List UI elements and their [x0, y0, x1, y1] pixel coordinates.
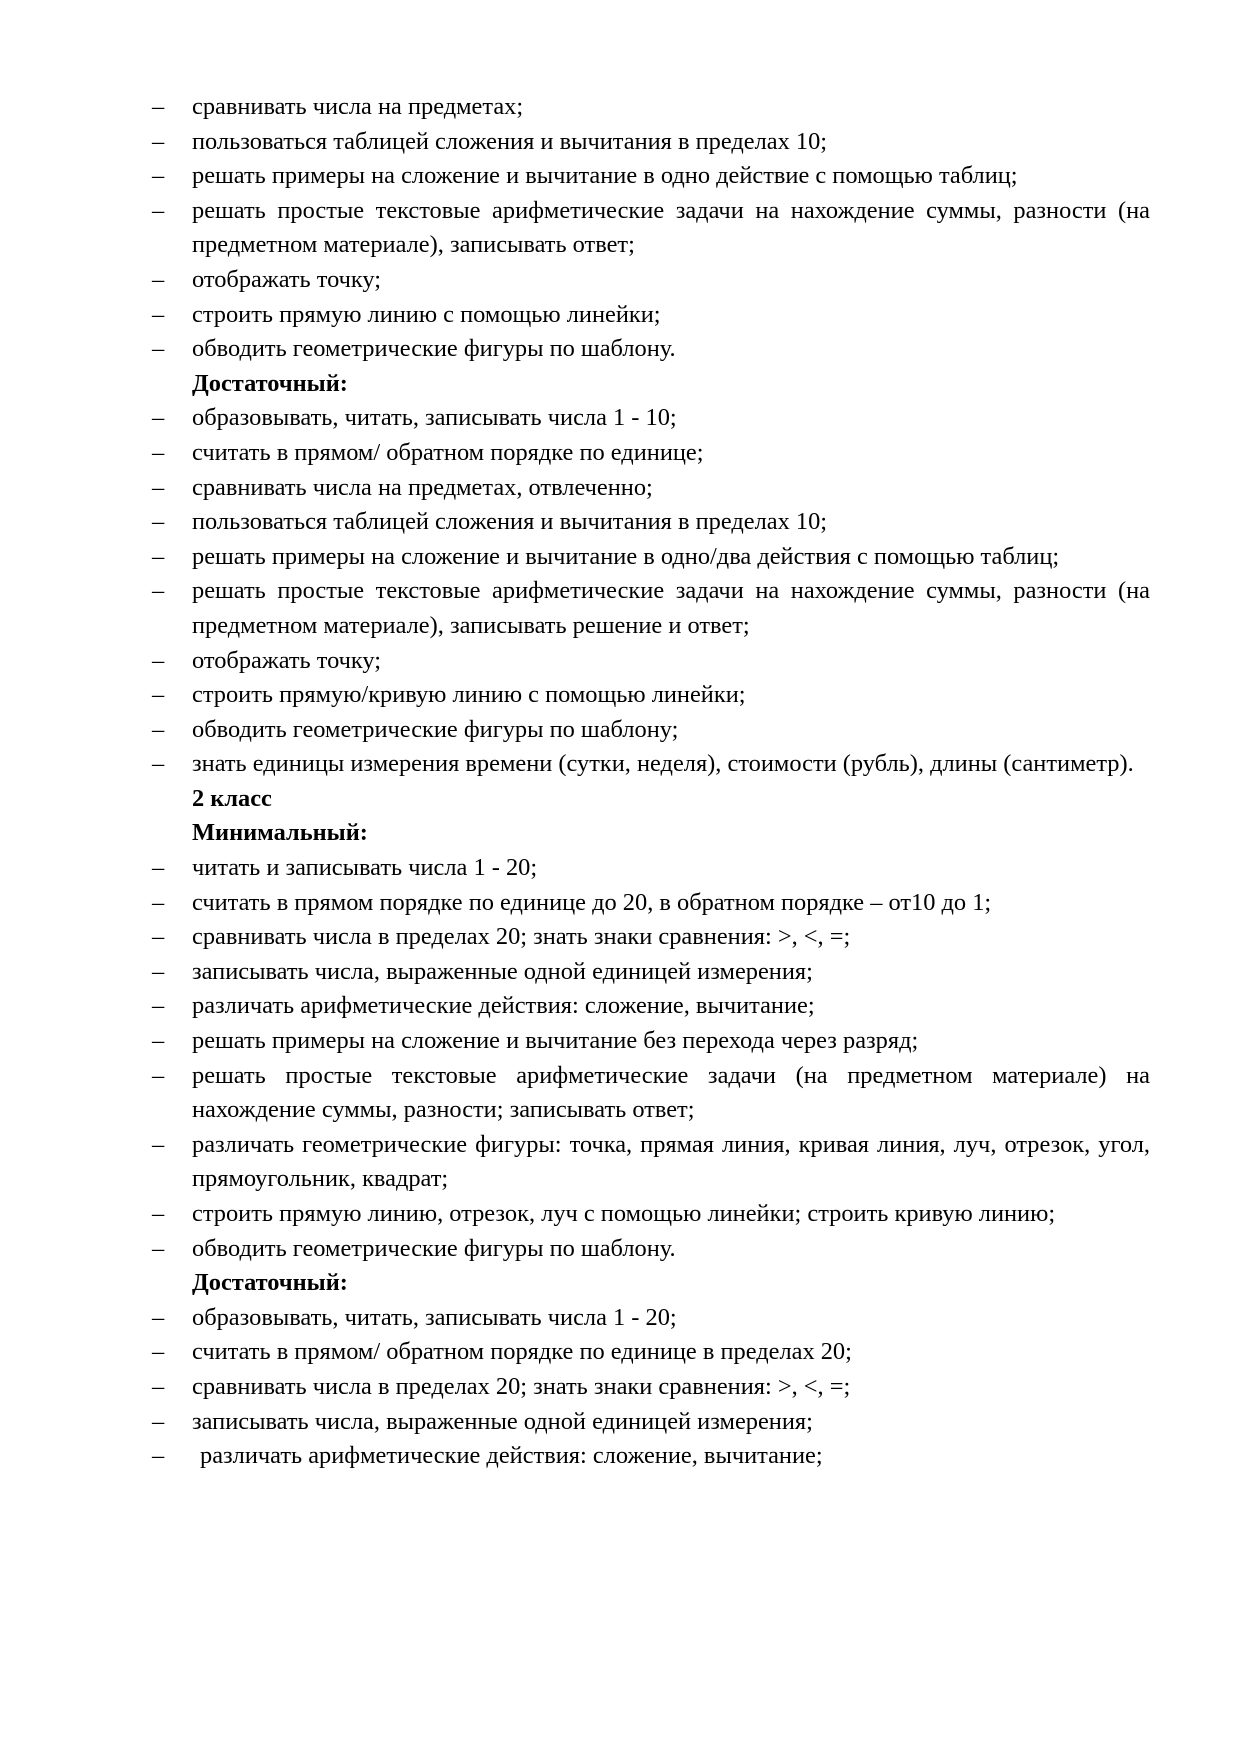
list-item: – считать в прямом/ обратном порядке по единице в пределах 20;	[150, 1335, 1150, 1370]
grade1-sufficient-list	[150, 401, 1150, 782]
list-item: – сравнивать числа в пределах 20; знать знаки сравнения: >, <, =;	[150, 920, 1150, 955]
list-item: – считать в прямом/ обратном порядке по единице;	[150, 436, 1150, 471]
list-item: – пользоваться таблицей сложения и вычитания в пределах 10;	[150, 125, 1150, 160]
list-item: – отображать точку;	[150, 644, 1150, 679]
list-item-text: различать арифметические действия: сложение, вычитание;	[200, 1442, 823, 1470]
list-item: – решать примеры на сложение и вычитание в одно/два действия с помощью таблиц;	[150, 540, 1150, 575]
list-item: – считать в прямом порядке по единице до 20, в обратном порядке – от10 до 1;	[150, 886, 1150, 921]
page-content	[150, 90, 1150, 1474]
list-item: – знать единицы измерения времени (сутки, неделя), стоимости (рубль), длины (сантиметр).	[150, 747, 1150, 782]
list-item: – строить прямую линию, отрезок, луч с помощью линейки; строить кривую линию;	[150, 1197, 1150, 1232]
list-item: – сравнивать числа на предметах, отвлеченно;	[150, 471, 1150, 506]
section-heading-minimal: Минимальный:	[192, 819, 368, 847]
grade2-minimal-list	[150, 851, 1150, 1266]
section-heading-sufficient: Достаточный:	[192, 369, 348, 397]
grade-heading: 2 класс	[192, 784, 272, 812]
list-item: – записывать числа, выраженные одной единицей измерения;	[150, 1405, 1150, 1440]
list-item: – решать простые текстовые арифметические задачи (на предметном материале) на нахождение суммы, разности; записывать ответ;	[150, 1059, 1150, 1128]
list-item: – решать примеры на сложение и вычитание без перехода через разряд;	[150, 1024, 1150, 1059]
list-item: – строить прямую/кривую линию с помощью линейки;	[150, 678, 1150, 713]
list-item: – образовывать, читать, записывать числа 1 - 20;	[150, 1301, 1150, 1336]
list-item: – обводить геометрические фигуры по шаблону.	[150, 332, 1150, 367]
grade2-sufficient-list	[150, 1301, 1150, 1474]
list-item: – решать примеры на сложение и вычитание в одно действие с помощью таблиц;	[150, 159, 1150, 194]
list-item: – решать простые текстовые арифметические задачи на нахождение суммы, разности (на предметном материале), записывать решение и ответ;	[150, 574, 1150, 643]
list-item: – сравнивать числа в пределах 20; знать знаки сравнения: >, <, =;	[150, 1370, 1150, 1405]
section-heading-sufficient-2: Достаточный:	[192, 1269, 348, 1297]
list-item: – различать геометрические фигуры: точка, прямая линия, кривая линия, луч, отрезок, угол, прямоугольник, квадрат;	[150, 1128, 1150, 1197]
list-item: – записывать числа, выраженные одной единицей измерения;	[150, 955, 1150, 990]
list-item: – обводить геометрические фигуры по шаблону;	[150, 713, 1150, 748]
intro-list	[150, 90, 1150, 367]
list-item: – строить прямую линию с помощью линейки;	[150, 298, 1150, 333]
list-item: – отображать точку;	[150, 263, 1150, 298]
list-item: – образовывать, читать, записывать числа 1 - 10;	[150, 401, 1150, 436]
list-item: – пользоваться таблицей сложения и вычитания в пределах 10;	[150, 505, 1150, 540]
list-item: – сравнивать числа на предметах;	[150, 90, 1150, 125]
list-item	[150, 1439, 1150, 1474]
list-item: – обводить геометрические фигуры по шаблону.	[150, 1232, 1150, 1267]
list-item: – решать простые текстовые арифметические задачи на нахождение суммы, разности (на предметном материале), записывать ответ;	[150, 194, 1150, 263]
list-item: – читать и записывать числа 1 - 20;	[150, 851, 1150, 886]
list-item: – различать арифметические действия: сложение, вычитание;	[150, 989, 1150, 1024]
